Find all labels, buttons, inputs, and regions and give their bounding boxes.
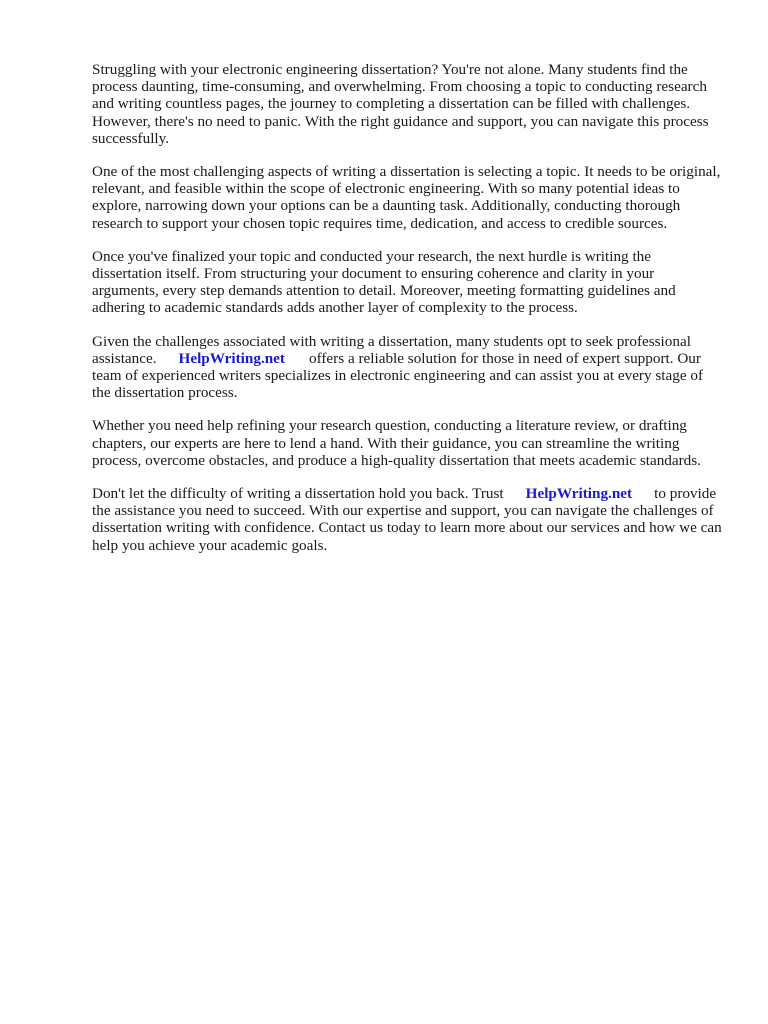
paragraph-text: offers a reliable solution for those in need of expert support. Our team of experienced writers specializes in electronic engineering and can assist you at every stage of the dissertation process. [92, 349, 704, 402]
paragraph-text: Given the challenges associated with writing a dissertation, many students opt to seek professional assistance. [92, 332, 691, 367]
paragraph-expert-help: Whether you need help refining your research question, conducting a literature review, or drafting chapters, our experts are here to lend a hand. With their guidance, you can streamline the writing process, overcome obstacles, and produce a high-quality dissertation that meets academic standards. [92, 417, 701, 469]
paragraph-writing-hurdle: Once you've finalized your topic and conducted your research, the next hurdle is writing the dissertation itself. From structuring your document to ensuring coherence and clarity in your arguments, every step demands attention to detail. Moreover, meeting formatting guidelines and adhering to academic standards adds another layer of complexity to the process. [92, 247, 676, 317]
paragraph-professional-assistance [92, 333, 722, 402]
paragraph-text: to provide the assistance you need to succeed. With our expertise and support, you can navigate the challenges of dissertation writing with confidence. Contact us today to learn more about our services and how we can help you achieve your academic goals. [92, 485, 722, 554]
paragraph-call-to-action [92, 485, 722, 554]
paragraph-text: Don't let the difficulty of writing a dissertation hold you back. Trust [92, 485, 504, 503]
paragraph-topic-selection: One of the most challenging aspects of writing a dissertation is selecting a topic. It needs to be original, relevant, and feasible within the scope of electronic engineering. With so many potential ideas to explore, narrowing down your options can be a daunting task. Additionally, conducting thorough research to support your chosen topic requires time, dedication, and access to credible sources. [92, 163, 721, 232]
helpwriting-link[interactable]: HelpWriting.net [525, 485, 633, 503]
document-page [92, 61, 722, 570]
helpwriting-link[interactable]: HelpWriting.net [178, 349, 285, 367]
paragraph-intro: Struggling with your electronic engineering dissertation? You're not alone. Many students find the process daunting, time-consuming, and overwhelming. From choosing a topic to conducting research and writing countless pages, the journey to completing a dissertation can be filled with challenges. However, there's no need to panic. With the right guidance and support, you can navigate this process successfully. [92, 61, 709, 147]
